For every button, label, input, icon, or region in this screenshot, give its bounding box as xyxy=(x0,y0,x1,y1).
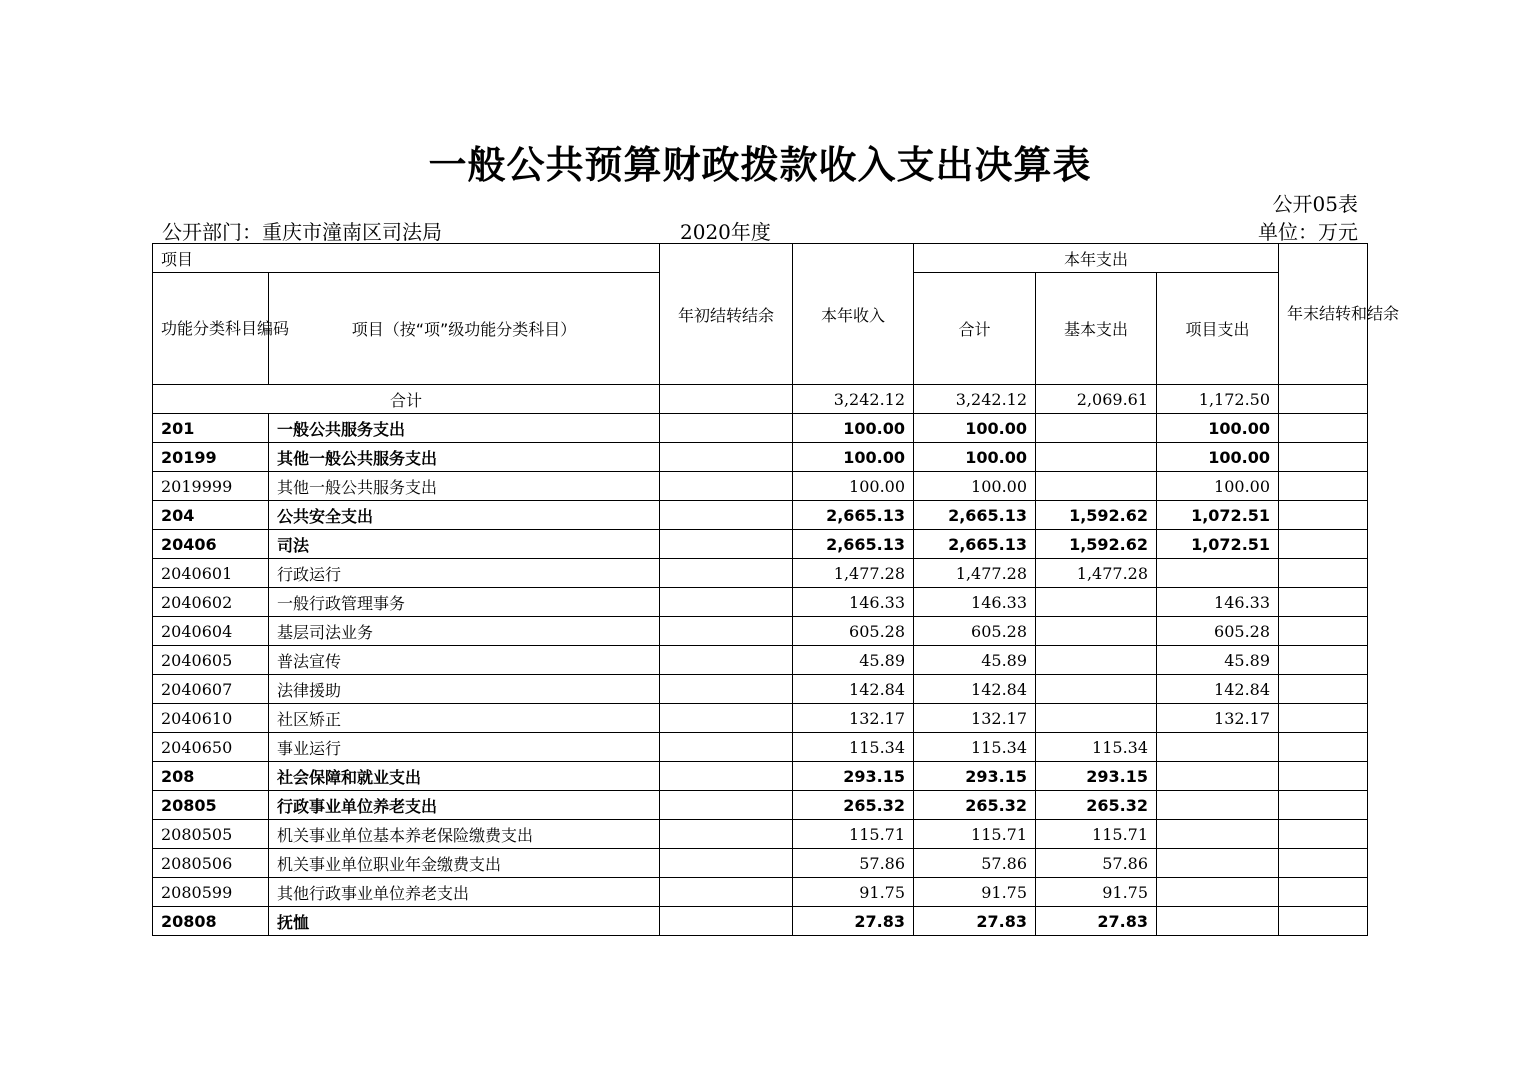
row-income: 115.34 xyxy=(793,733,914,762)
row-code: 2040604 xyxy=(153,617,269,646)
row-opening xyxy=(660,414,793,443)
row-code: 201 xyxy=(153,414,269,443)
row-exp-project xyxy=(1157,820,1279,849)
table-row xyxy=(153,414,1368,443)
header-closing-balance: 年末结转和结余 xyxy=(1279,244,1368,385)
row-exp-project: 605.28 xyxy=(1157,617,1279,646)
row-exp-total: 100.00 xyxy=(914,443,1036,472)
row-exp-total: 265.32 xyxy=(914,791,1036,820)
row-closing xyxy=(1279,501,1368,530)
row-code: 2040601 xyxy=(153,559,269,588)
row-code: 208 xyxy=(153,762,269,791)
header-opening-balance: 年初结转结余 xyxy=(660,244,793,385)
row-name: 行政运行 xyxy=(269,559,660,588)
row-name: 普法宣传 xyxy=(269,646,660,675)
row-name: 法律援助 xyxy=(269,675,660,704)
row-closing xyxy=(1279,675,1368,704)
row-exp-total: 2,665.13 xyxy=(914,530,1036,559)
row-opening xyxy=(660,704,793,733)
row-exp-project xyxy=(1157,733,1279,762)
row-opening xyxy=(660,820,793,849)
row-exp-project: 142.84 xyxy=(1157,675,1279,704)
row-exp-total: 293.15 xyxy=(914,762,1036,791)
row-code: 2040605 xyxy=(153,646,269,675)
row-opening xyxy=(660,849,793,878)
row-exp-total: 2,665.13 xyxy=(914,501,1036,530)
row-exp-total: 115.34 xyxy=(914,733,1036,762)
total-exp-basic: 2,069.61 xyxy=(1036,385,1157,414)
row-name: 机关事业单位基本养老保险缴费支出 xyxy=(269,820,660,849)
row-closing xyxy=(1279,646,1368,675)
row-exp-basic: 1,592.62 xyxy=(1036,501,1157,530)
row-opening xyxy=(660,530,793,559)
department-label: 公开部门：重庆市潼南区司法局 xyxy=(162,220,442,244)
row-closing xyxy=(1279,704,1368,733)
row-exp-basic xyxy=(1036,646,1157,675)
row-opening xyxy=(660,907,793,936)
row-income: 142.84 xyxy=(793,675,914,704)
row-closing xyxy=(1279,472,1368,501)
row-exp-total: 91.75 xyxy=(914,878,1036,907)
row-name: 社会保障和就业支出 xyxy=(269,762,660,791)
table-row xyxy=(153,675,1368,704)
row-code: 20199 xyxy=(153,443,269,472)
row-income: 2,665.13 xyxy=(793,530,914,559)
row-name: 司法 xyxy=(269,530,660,559)
table-row xyxy=(153,733,1368,762)
row-income: 100.00 xyxy=(793,472,914,501)
row-exp-basic: 1,477.28 xyxy=(1036,559,1157,588)
row-code: 2040650 xyxy=(153,733,269,762)
budget-table xyxy=(152,243,1400,936)
row-income: 2,665.13 xyxy=(793,501,914,530)
row-income: 1,477.28 xyxy=(793,559,914,588)
total-closing xyxy=(1279,385,1368,414)
row-opening xyxy=(660,443,793,472)
row-exp-total: 605.28 xyxy=(914,617,1036,646)
row-exp-basic xyxy=(1036,704,1157,733)
row-name: 一般行政管理事务 xyxy=(269,588,660,617)
row-income: 45.89 xyxy=(793,646,914,675)
row-exp-project xyxy=(1157,907,1279,936)
header-item: 项目 xyxy=(153,244,660,273)
table-row xyxy=(153,849,1368,878)
row-name: 事业运行 xyxy=(269,733,660,762)
row-opening xyxy=(660,675,793,704)
total-exp-total: 3,242.12 xyxy=(914,385,1036,414)
table-row xyxy=(153,559,1368,588)
row-income: 115.71 xyxy=(793,820,914,849)
row-income: 57.86 xyxy=(793,849,914,878)
row-exp-project: 1,072.51 xyxy=(1157,501,1279,530)
table-row xyxy=(153,907,1368,936)
table-row xyxy=(153,704,1368,733)
row-exp-basic: 293.15 xyxy=(1036,762,1157,791)
page-title: 一般公共预算财政拨款收入支出决算表 xyxy=(428,143,1092,187)
row-closing xyxy=(1279,762,1368,791)
row-code: 20808 xyxy=(153,907,269,936)
row-code: 2080599 xyxy=(153,878,269,907)
form-number: 公开05表 xyxy=(1272,192,1358,216)
row-opening xyxy=(660,791,793,820)
row-name: 其他一般公共服务支出 xyxy=(269,472,660,501)
row-closing xyxy=(1279,559,1368,588)
row-closing xyxy=(1279,588,1368,617)
row-income: 27.83 xyxy=(793,907,914,936)
table-row xyxy=(153,791,1368,820)
row-income: 146.33 xyxy=(793,588,914,617)
row-income: 293.15 xyxy=(793,762,914,791)
row-code: 2040607 xyxy=(153,675,269,704)
row-income: 100.00 xyxy=(793,443,914,472)
row-code: 2080506 xyxy=(153,849,269,878)
row-exp-project xyxy=(1157,791,1279,820)
row-exp-total: 1,477.28 xyxy=(914,559,1036,588)
row-closing xyxy=(1279,820,1368,849)
row-exp-total: 142.84 xyxy=(914,675,1036,704)
row-exp-project: 100.00 xyxy=(1157,472,1279,501)
table-row xyxy=(153,617,1368,646)
row-opening xyxy=(660,762,793,791)
row-exp-project: 132.17 xyxy=(1157,704,1279,733)
row-opening xyxy=(660,588,793,617)
unit-label: 单位：万元 xyxy=(1258,220,1358,244)
row-exp-basic xyxy=(1036,617,1157,646)
row-opening xyxy=(660,733,793,762)
row-closing xyxy=(1279,414,1368,443)
row-opening xyxy=(660,559,793,588)
header-exp-basic: 基本支出 xyxy=(1036,273,1157,385)
row-exp-total: 100.00 xyxy=(914,472,1036,501)
row-code: 20805 xyxy=(153,791,269,820)
row-exp-total: 27.83 xyxy=(914,907,1036,936)
total-opening xyxy=(660,385,793,414)
row-closing xyxy=(1279,907,1368,936)
row-closing xyxy=(1279,878,1368,907)
header-income: 本年收入 xyxy=(793,244,914,385)
header-exp-project: 项目支出 xyxy=(1157,273,1279,385)
fiscal-year: 2020年度 xyxy=(680,220,771,244)
row-closing xyxy=(1279,443,1368,472)
row-exp-project xyxy=(1157,849,1279,878)
row-exp-basic: 115.34 xyxy=(1036,733,1157,762)
row-exp-basic xyxy=(1036,675,1157,704)
row-opening xyxy=(660,472,793,501)
row-exp-basic xyxy=(1036,443,1157,472)
row-name: 行政事业单位养老支出 xyxy=(269,791,660,820)
row-closing xyxy=(1279,791,1368,820)
total-exp-project: 1,172.50 xyxy=(1157,385,1279,414)
row-exp-total: 132.17 xyxy=(914,704,1036,733)
row-exp-project xyxy=(1157,762,1279,791)
row-name: 其他一般公共服务支出 xyxy=(269,443,660,472)
row-name: 抚恤 xyxy=(269,907,660,936)
row-code: 2040602 xyxy=(153,588,269,617)
row-exp-total: 45.89 xyxy=(914,646,1036,675)
row-opening xyxy=(660,878,793,907)
row-name: 其他行政事业单位养老支出 xyxy=(269,878,660,907)
row-exp-basic xyxy=(1036,588,1157,617)
row-name: 基层司法业务 xyxy=(269,617,660,646)
table-row xyxy=(153,646,1368,675)
table-row xyxy=(153,443,1368,472)
row-name: 社区矫正 xyxy=(269,704,660,733)
row-exp-basic xyxy=(1036,414,1157,443)
row-code: 2040610 xyxy=(153,704,269,733)
row-name: 公共安全支出 xyxy=(269,501,660,530)
row-exp-basic: 57.86 xyxy=(1036,849,1157,878)
table-row xyxy=(153,472,1368,501)
row-exp-project xyxy=(1157,559,1279,588)
row-code: 2019999 xyxy=(153,472,269,501)
row-exp-project: 45.89 xyxy=(1157,646,1279,675)
row-closing xyxy=(1279,733,1368,762)
row-closing xyxy=(1279,617,1368,646)
row-exp-basic xyxy=(1036,472,1157,501)
row-exp-total: 115.71 xyxy=(914,820,1036,849)
row-closing xyxy=(1279,849,1368,878)
header-func-code: 功能分类科目编码 xyxy=(153,273,269,385)
row-income: 100.00 xyxy=(793,414,914,443)
header-func-name: 项目（按“项”级功能分类科目） xyxy=(269,273,660,385)
row-income: 265.32 xyxy=(793,791,914,820)
row-exp-basic: 1,592.62 xyxy=(1036,530,1157,559)
row-income: 91.75 xyxy=(793,878,914,907)
row-income: 132.17 xyxy=(793,704,914,733)
table-row xyxy=(153,588,1368,617)
row-opening xyxy=(660,501,793,530)
row-income: 605.28 xyxy=(793,617,914,646)
row-exp-basic: 91.75 xyxy=(1036,878,1157,907)
table-row xyxy=(153,762,1368,791)
row-exp-total: 146.33 xyxy=(914,588,1036,617)
row-exp-project: 100.00 xyxy=(1157,443,1279,472)
row-exp-total: 100.00 xyxy=(914,414,1036,443)
row-exp-basic: 27.83 xyxy=(1036,907,1157,936)
table-row xyxy=(153,501,1368,530)
total-income: 3,242.12 xyxy=(793,385,914,414)
row-code: 20406 xyxy=(153,530,269,559)
header-expenditure: 本年支出 xyxy=(914,244,1279,273)
table-row xyxy=(153,530,1368,559)
total-label: 合计 xyxy=(153,385,660,414)
table-row xyxy=(153,878,1368,907)
row-exp-total: 57.86 xyxy=(914,849,1036,878)
row-exp-project: 146.33 xyxy=(1157,588,1279,617)
row-exp-project: 100.00 xyxy=(1157,414,1279,443)
row-opening xyxy=(660,646,793,675)
row-name: 一般公共服务支出 xyxy=(269,414,660,443)
total-row xyxy=(153,385,1368,414)
row-closing xyxy=(1279,530,1368,559)
row-opening xyxy=(660,617,793,646)
row-exp-basic: 265.32 xyxy=(1036,791,1157,820)
row-exp-basic: 115.71 xyxy=(1036,820,1157,849)
row-name: 机关事业单位职业年金缴费支出 xyxy=(269,849,660,878)
row-code: 2080505 xyxy=(153,820,269,849)
row-code: 204 xyxy=(153,501,269,530)
row-exp-project xyxy=(1157,878,1279,907)
header-exp-total: 合计 xyxy=(914,273,1036,385)
table-row xyxy=(153,820,1368,849)
row-exp-project: 1,072.51 xyxy=(1157,530,1279,559)
